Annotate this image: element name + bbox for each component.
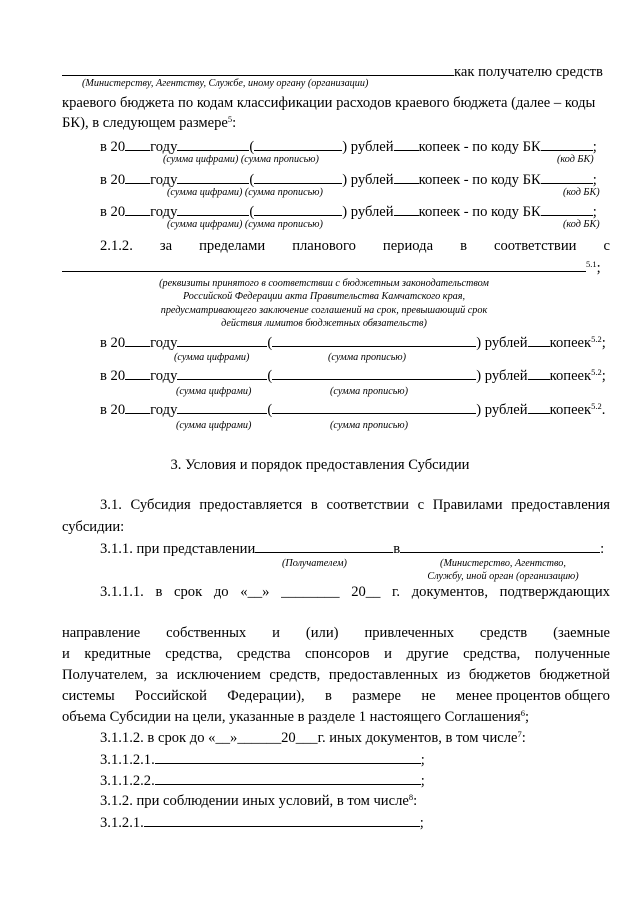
bk-caption: (код БК) bbox=[563, 187, 600, 198]
word: из bbox=[446, 667, 461, 683]
blank-sum-words bbox=[254, 202, 342, 216]
text-line bbox=[62, 114, 236, 132]
section-3-heading: 3. Условия и порядок предоставления Субсидии bbox=[170, 457, 470, 473]
blank-item bbox=[155, 750, 421, 764]
word: Федерации), bbox=[227, 688, 305, 704]
blank-ministry bbox=[62, 62, 454, 76]
text-fragment: : bbox=[521, 730, 526, 746]
row-text: году bbox=[150, 368, 178, 384]
row-text: копеек - по коду БК bbox=[418, 172, 541, 188]
word: предоставляется bbox=[199, 497, 303, 513]
word: документов, bbox=[411, 584, 488, 600]
sum-words-caption: (сумма прописью) bbox=[328, 352, 406, 363]
word: и bbox=[272, 625, 280, 641]
blank-sum-digits bbox=[177, 202, 249, 216]
word: средства, bbox=[463, 646, 521, 662]
word: системы bbox=[62, 688, 115, 704]
sum-caption: (сумма цифрами) (сумма прописью) bbox=[167, 219, 323, 230]
sum-digits-caption: (сумма цифрами) bbox=[174, 352, 250, 363]
caption-line: Службу, иной орган (организацию) bbox=[427, 570, 579, 582]
word: пределами bbox=[199, 238, 266, 254]
bk-caption: (код БК) bbox=[557, 154, 594, 165]
row-text: ( bbox=[267, 402, 273, 418]
word: в bbox=[324, 688, 332, 704]
word: 3.1.1.1. bbox=[100, 584, 144, 600]
word: средств bbox=[479, 625, 528, 641]
body-line bbox=[62, 624, 610, 642]
word: менее процентов общего bbox=[455, 688, 610, 704]
blank-item bbox=[144, 813, 420, 827]
word: периода bbox=[382, 238, 434, 254]
blank-year bbox=[125, 333, 150, 347]
text-fragment: 3.1.2.1. bbox=[100, 815, 144, 831]
blank-kopecks bbox=[528, 400, 550, 414]
word: 3.1. bbox=[100, 497, 122, 513]
word: и bbox=[62, 646, 70, 662]
row-text: копеек - по коду БК bbox=[418, 139, 541, 155]
footnote-ref: 5 bbox=[227, 114, 233, 124]
row-text: ( bbox=[249, 139, 255, 155]
act-details-caption bbox=[62, 277, 586, 331]
text-fragment: : bbox=[600, 541, 605, 557]
word: средств, bbox=[269, 667, 321, 683]
row-text: ) рублей bbox=[476, 335, 528, 351]
caption-line: (реквизиты принятого в соответствии с бюджетным законодательством bbox=[159, 278, 489, 289]
amount-row bbox=[100, 400, 605, 419]
row-text: ; bbox=[592, 172, 597, 188]
blank-item bbox=[155, 771, 421, 785]
row-text: копеек - по коду БК bbox=[418, 204, 541, 220]
paragraph-3-1-2-line bbox=[100, 792, 417, 810]
word: средства bbox=[236, 646, 291, 662]
row-text: году bbox=[150, 204, 178, 220]
body-line bbox=[62, 645, 610, 663]
blank-year bbox=[125, 366, 150, 380]
word: планового bbox=[292, 238, 356, 254]
sum-caption: (сумма цифрами) (сумма прописью) bbox=[167, 187, 323, 198]
row-text: копеек bbox=[549, 402, 592, 418]
row-text: в 20 bbox=[100, 368, 126, 384]
sum-words-caption: (сумма прописью) bbox=[330, 386, 408, 397]
text-fragment: ; bbox=[420, 752, 425, 768]
blank-bk-code bbox=[541, 137, 593, 151]
blank-sum-digits bbox=[177, 333, 267, 347]
row-text: ) рублей bbox=[342, 172, 394, 188]
word: Субсидия bbox=[130, 497, 191, 513]
word: соответствии bbox=[326, 497, 409, 513]
word: в bbox=[155, 584, 163, 600]
text-fragment: 3.1.2. при соблюдении иных условий, в том числе bbox=[100, 793, 409, 809]
word: с bbox=[603, 238, 610, 254]
word: бюджетной bbox=[539, 667, 610, 683]
word: в bbox=[310, 497, 318, 513]
blank-sum-digits bbox=[177, 366, 267, 380]
amount-row bbox=[100, 333, 606, 352]
text-fragment: 3.1.1.2. в срок до «__»______20___г. иных документов, в том числе bbox=[100, 730, 518, 746]
blank-kopecks bbox=[528, 366, 550, 380]
row-text: ; bbox=[601, 335, 606, 351]
text-fragment: ; bbox=[420, 773, 425, 789]
text-fragment: : bbox=[413, 793, 418, 809]
paragraph-3-1-1-2-line bbox=[100, 729, 526, 747]
row-text: году bbox=[150, 402, 178, 418]
word: Получателем, bbox=[62, 667, 148, 683]
word: собственных bbox=[166, 625, 247, 641]
blank-year bbox=[125, 137, 150, 151]
word: размере bbox=[352, 688, 402, 704]
blank-sum-words bbox=[272, 333, 476, 347]
word: (или) bbox=[305, 625, 339, 641]
blank-kopecks bbox=[528, 333, 550, 347]
row-text: в 20 bbox=[100, 172, 126, 188]
text-line: краевого бюджета по кодам классификации расходов краевого бюджета (далее – коды bbox=[62, 95, 596, 111]
footnote-ref: 5.1 bbox=[586, 259, 597, 269]
row-text: копеек bbox=[549, 335, 592, 351]
bk-caption: (код БК) bbox=[563, 219, 600, 230]
row-text: в 20 bbox=[100, 402, 126, 418]
row-text: ; bbox=[592, 204, 597, 220]
section-2-1-2-line bbox=[100, 237, 610, 255]
word: ________ bbox=[281, 584, 340, 600]
word: средства, bbox=[165, 646, 223, 662]
footnote-ref: 6 bbox=[520, 708, 525, 718]
text-line: субсидии: bbox=[62, 519, 125, 535]
text-fragment: ; bbox=[524, 709, 530, 725]
row-text: ) рублей bbox=[342, 139, 394, 155]
row-text: году bbox=[150, 172, 178, 188]
amount-row bbox=[100, 366, 606, 385]
body-line bbox=[62, 708, 529, 726]
word: подтверждающих bbox=[499, 584, 610, 600]
row-text: ) рублей bbox=[476, 402, 528, 418]
paragraph-3-1-line bbox=[100, 496, 610, 514]
word: за bbox=[155, 667, 169, 683]
row-text: ( bbox=[267, 368, 273, 384]
footnote-ref: 5.2 bbox=[591, 401, 602, 411]
word: Российской bbox=[134, 688, 207, 704]
word: спонсоров bbox=[304, 646, 370, 662]
word: соответствии bbox=[493, 238, 577, 254]
row-text: ; bbox=[592, 139, 597, 155]
blank-recipient bbox=[255, 539, 393, 553]
footnote-ref: 5.2 bbox=[591, 334, 602, 344]
paragraph-3-1-1-1-line bbox=[100, 583, 610, 601]
row-text: ( bbox=[249, 172, 255, 188]
blank-year bbox=[125, 400, 150, 414]
word: до bbox=[213, 584, 229, 600]
text-fragment: 3.1.1.2.1. bbox=[100, 752, 155, 768]
ministry-caption: (Министерству, Агентству, Службе, иному органу (организации) bbox=[82, 78, 369, 89]
text-fragment: ; bbox=[596, 260, 601, 276]
paragraph-3-1-1-line bbox=[100, 539, 604, 558]
blank-kopecks bbox=[394, 137, 419, 151]
blank-kopecks bbox=[394, 202, 419, 216]
word: 2.1.2. bbox=[100, 238, 133, 254]
blank-year bbox=[125, 202, 150, 216]
recipient-caption: (Получателем) bbox=[282, 558, 347, 569]
text-fragment: в bbox=[393, 541, 401, 557]
body-line bbox=[62, 666, 610, 684]
word: и bbox=[384, 646, 392, 662]
word: другие bbox=[406, 646, 449, 662]
recipient-suffix: как получателю средств bbox=[454, 64, 603, 80]
row-text: . bbox=[601, 402, 606, 418]
row-text: в 20 bbox=[100, 139, 126, 155]
item-3-1-1-2-2 bbox=[100, 771, 425, 790]
blank-sum-words bbox=[272, 366, 476, 380]
word: направление bbox=[62, 625, 141, 641]
word: (заемные bbox=[553, 625, 610, 641]
text-fragment: БК), в следующем размере bbox=[62, 115, 228, 131]
word: бюджетов bbox=[468, 667, 531, 683]
word: исключением bbox=[176, 667, 261, 683]
sum-caption: (сумма цифрами) (сумма прописью) bbox=[163, 154, 319, 165]
blank-sum-words bbox=[272, 400, 476, 414]
row-text: ( bbox=[249, 204, 255, 220]
blank-act-details bbox=[62, 258, 586, 272]
caption-line: (Министерство, Агентство, bbox=[440, 558, 566, 569]
item-3-1-2-1 bbox=[100, 813, 424, 832]
word: не bbox=[421, 688, 436, 704]
blank-sum-words bbox=[254, 137, 342, 151]
blank-year bbox=[125, 170, 150, 184]
word: привлеченных bbox=[364, 625, 454, 641]
blank-ministry bbox=[400, 539, 600, 553]
blank-sum-digits bbox=[177, 137, 249, 151]
word: полученные bbox=[534, 646, 610, 662]
sum-words-caption: (сумма прописью) bbox=[330, 420, 408, 431]
text-fragment: 3.1.1.2.2. bbox=[100, 773, 155, 789]
word: за bbox=[159, 238, 173, 254]
caption-line: Российской Федерации акта Правительства Камчатского края, bbox=[182, 291, 466, 303]
text-fragment: объема Субсидии на цели, указанные в разделе 1 настоящего Соглашения bbox=[62, 709, 521, 725]
row-text: году bbox=[150, 139, 178, 155]
word: с bbox=[417, 497, 425, 513]
word: «__» bbox=[240, 584, 270, 600]
word: Правилами bbox=[432, 497, 503, 513]
footnote-ref: 5.2 bbox=[591, 367, 602, 377]
footnote-ref: 8 bbox=[408, 792, 414, 802]
body-line bbox=[62, 687, 610, 705]
caption-line: действия лимитов бюджетных обязательств) bbox=[221, 318, 427, 330]
row-text: в 20 bbox=[100, 335, 126, 351]
word: предоставления bbox=[511, 497, 610, 513]
sum-digits-caption: (сумма цифрами) bbox=[176, 420, 252, 431]
blank-sum-words bbox=[254, 170, 342, 184]
item-3-1-1-2-1 bbox=[100, 750, 425, 769]
blank-bk-code bbox=[541, 202, 593, 216]
blank-kopecks bbox=[394, 170, 419, 184]
word: кредитные bbox=[84, 646, 151, 662]
word: срок bbox=[174, 584, 203, 600]
word: г. bbox=[392, 584, 401, 600]
blank-bk-code bbox=[541, 170, 593, 184]
row-text: ( bbox=[267, 335, 273, 351]
row-text: ; bbox=[601, 368, 606, 384]
word: в bbox=[460, 238, 467, 254]
word: предоставленных bbox=[328, 667, 439, 683]
caption-line: предусматривающего заключение соглашений на срок, превышающий срок bbox=[160, 304, 488, 316]
word: 20__ bbox=[351, 584, 381, 600]
row-text: ) рублей bbox=[476, 368, 528, 384]
row-text: году bbox=[150, 335, 178, 351]
text-fragment: 3.1.1. при представлении bbox=[100, 541, 256, 557]
text-fragment: ; bbox=[419, 815, 424, 831]
text-fragment: : bbox=[232, 115, 237, 131]
row-text: ) рублей bbox=[342, 204, 394, 220]
sum-digits-caption: (сумма цифрами) bbox=[176, 386, 252, 397]
blank-sum-digits bbox=[177, 170, 249, 184]
blank-sum-digits bbox=[177, 400, 267, 414]
row-text: копеек bbox=[549, 368, 592, 384]
footnote-ref: 7 bbox=[517, 729, 522, 739]
ministry-caption bbox=[412, 558, 594, 583]
row-text: в 20 bbox=[100, 204, 126, 220]
act-details-line bbox=[62, 258, 601, 277]
